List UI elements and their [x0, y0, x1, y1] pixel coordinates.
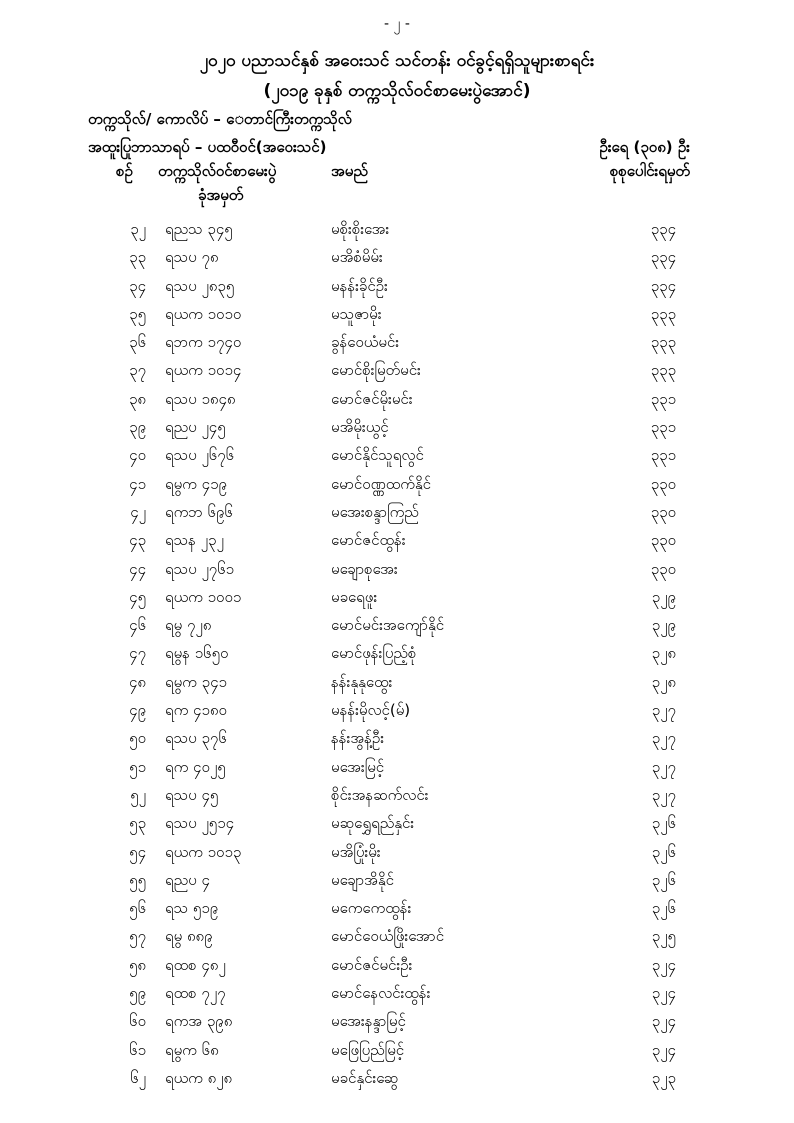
student-name: နန်းအွန့်ဦး — [331, 729, 384, 748]
table-row — [0, 841, 794, 869]
row-number: ၃၇ — [129, 361, 146, 380]
total-marks: ၃၂၃ — [651, 1068, 676, 1087]
total-marks: ၃၂၆ — [651, 842, 676, 861]
table-row — [0, 275, 794, 303]
row-number: ၅၆ — [129, 899, 146, 918]
row-number: ၅၁ — [129, 757, 146, 776]
table-row — [0, 699, 794, 727]
student-name: နန်းနုနုထွေး — [331, 672, 393, 691]
student-name: မချောစုအေး — [331, 559, 398, 578]
university-label: တက္ကသိုလ်/ ကောလိပ် – ‌ေတာင်ကြီးတက္ကသိုလ် — [88, 110, 352, 128]
roll-number: ရမွ ၈၈၉ — [165, 927, 213, 946]
student-name: မချောအိနိုင် — [331, 870, 394, 889]
student-name: မောင်နေလင်းထွန်း — [331, 984, 431, 1003]
total-marks: ၃၂၉ — [651, 616, 676, 635]
total-marks: ၃၂၈ — [651, 644, 676, 663]
table-row — [0, 1010, 794, 1038]
page-number: - ၂ - — [384, 16, 410, 32]
roll-number: ရညပ ၂၄၅ — [165, 418, 226, 437]
table-row — [0, 869, 794, 897]
roll-number: ရမွက ၆၈ — [165, 1040, 219, 1059]
student-name: မစိုးစိုးအေး — [331, 220, 390, 238]
total-marks: ၃၃၃ — [650, 304, 676, 323]
roll-number: ရယက ၁၀၀၁ — [165, 587, 242, 606]
student-name: မောင်မင်းအကျော်နိုင် — [331, 616, 445, 635]
roll-number: ရယက ၁၀၁၃ — [165, 842, 242, 861]
student-name: မောင်ဇင်မင်းဦး — [331, 955, 413, 974]
total-marks: ၃၃၁ — [650, 418, 676, 437]
roll-number: ရသပ ၂၇၆၁ — [165, 559, 235, 578]
total-marks: ၃၂၇ — [651, 785, 676, 804]
table-row — [0, 331, 794, 359]
roll-number: ရသပ ၁၈၄၈ — [165, 389, 236, 408]
roll-number: ရက ၄၀၂၅ — [165, 757, 226, 776]
student-name: မအိမိုးယွင့် — [331, 418, 389, 437]
roll-number: ရမွ ၇၂၈ — [165, 616, 212, 635]
total-marks: ၃၂၇ — [651, 757, 676, 776]
roll-number: ရယက ၁၀၁၄ — [165, 361, 242, 380]
row-number: ၃၃ — [129, 248, 146, 267]
table-row — [0, 756, 794, 784]
row-number: ၅၀ — [129, 729, 146, 748]
roll-number: ရမွက ၃၄၁ — [165, 672, 227, 691]
table-row — [0, 784, 794, 812]
total-marks: ၃၃၁ — [650, 446, 676, 465]
roll-number: ရသပ ၃၇၆ — [165, 729, 227, 748]
row-number: ၅၂ — [130, 785, 146, 804]
header-roll-line1: တက္ကသိုလ်ဝင်စာမေးပွဲ — [158, 162, 277, 180]
table-row — [0, 897, 794, 925]
table-row — [0, 925, 794, 953]
table-row — [0, 473, 794, 501]
student-name: မကေကေထွန်း — [331, 899, 412, 918]
roll-number: ရကအ ၃၉၈ — [165, 1012, 233, 1031]
student-name: မအေးစန္ဒာကြည် — [331, 502, 419, 521]
page-subtitle: (၂၀၁၉ ခုနှစ် တက္ကသိုလ်ဝင်စာမေးပွဲအောင်) — [263, 81, 531, 101]
table-row — [0, 586, 794, 614]
row-number: ၄၂ — [130, 502, 146, 521]
table-row — [0, 444, 794, 472]
table-row — [0, 642, 794, 670]
roll-number: ရသပ ၂၆၇၆ — [165, 446, 235, 465]
row-number: ၄၈ — [128, 672, 146, 691]
row-number: ၄၇ — [129, 644, 146, 663]
row-number: ၄၆ — [129, 616, 146, 635]
student-name: မခင်နှင်းဆွေ — [331, 1068, 399, 1087]
roll-number: ရယက ၈၂၈ — [165, 1068, 233, 1087]
roll-number: ရသန ၂၃၂ — [165, 531, 224, 550]
header-no: စဉ် — [116, 162, 133, 180]
student-name: မအိပြုံးမိုး — [331, 842, 381, 861]
total-marks: ၃၃၀ — [650, 474, 676, 493]
table-row — [0, 303, 794, 331]
student-name: စိုင်းအနဆက်လင်း — [331, 785, 429, 804]
total-marks: ၃၂၆ — [651, 899, 676, 918]
total-marks: ၃၃၀ — [650, 559, 676, 578]
row-number: ၅၃ — [129, 814, 146, 833]
total-marks: ၃၃၄ — [650, 276, 676, 295]
table-row — [0, 727, 794, 755]
student-name: မခရေဖူး — [331, 587, 378, 606]
student-name: မဆုရွှေရည်နှင်း — [331, 814, 415, 833]
row-number: ၆၀ — [129, 1012, 146, 1031]
table-row — [0, 614, 794, 642]
total-marks: ၃၂၄ — [651, 1012, 676, 1031]
table-row — [0, 1039, 794, 1067]
header-name: အမည် — [331, 162, 368, 180]
table-row — [0, 954, 794, 982]
roll-number: ရထစ ၄၈၂ — [165, 955, 226, 974]
table-row — [0, 812, 794, 840]
student-name: မဖြေပြည်မြင့် — [331, 1040, 405, 1059]
table-row — [0, 529, 794, 557]
row-number: ၄၃ — [129, 531, 146, 550]
student-name: မောင်စိုးမြတ်မင်း — [331, 361, 421, 380]
roll-number: ရသပ ၂၅၁၄ — [165, 814, 235, 833]
student-name: မောင်ဖုန်းပြည့်စုံ — [331, 644, 417, 663]
admission-table — [0, 218, 794, 1095]
total-marks: ၃၃၄ — [650, 248, 676, 267]
student-name: မနန်းခိုင်ဦး — [331, 276, 388, 295]
roll-number: ရယက ၁၀၁၀ — [165, 304, 242, 323]
row-number: ၄၁ — [129, 474, 146, 493]
total-marks: ၃၂၄ — [651, 984, 676, 1003]
total-marks: ၃၂၇ — [651, 729, 676, 748]
row-number: ၄၀ — [129, 446, 146, 465]
student-name: မအေးမြင့် — [331, 757, 385, 776]
roll-number: ရသပ ၇၈ — [165, 248, 219, 267]
table-row — [0, 1067, 794, 1095]
student-name: မောင်ဝဏ္ဏထက်နိုင် — [331, 474, 431, 493]
total-marks: ၃၃၀ — [650, 531, 676, 550]
row-number: ၅၉ — [129, 984, 146, 1003]
total-marks: ၃၃၄ — [650, 220, 676, 238]
table-row — [0, 982, 794, 1010]
student-name: မအိစံမိမ်း — [331, 248, 383, 267]
roll-number: ရညပ ၄ — [165, 870, 210, 889]
table-row — [0, 359, 794, 387]
major-label: အထူးပြုဘာသာရပ် – ပထဝီဝင်(အဝေးသင်) — [88, 138, 327, 156]
total-marks: ၃၂၄ — [651, 1040, 676, 1059]
row-number: ၃၉ — [129, 418, 146, 437]
table-row — [0, 388, 794, 416]
table-row — [0, 246, 794, 274]
row-number: ၃၄ — [129, 276, 146, 295]
table-row — [0, 218, 794, 246]
total-marks: ၃၂၆ — [651, 870, 676, 889]
table-row — [0, 416, 794, 444]
total-marks: ၃၃၃ — [650, 333, 676, 352]
student-name: မောင်ဇင်မိုးမင်း — [331, 389, 413, 408]
total-marks: ၃၃၀ — [650, 502, 676, 521]
header-marks: စုစုပေါင်းရမှတ် — [609, 162, 690, 180]
row-number: ၃၅ — [129, 304, 146, 323]
row-number: ၅၈ — [128, 955, 146, 974]
row-number: ၆၁ — [129, 1040, 146, 1059]
row-number: ၃၈ — [128, 389, 146, 408]
roll-number: ရကဘ ၆၉၆ — [165, 502, 233, 521]
total-marks: ၃၂၉ — [651, 587, 676, 606]
table-row — [0, 501, 794, 529]
table-row — [0, 558, 794, 586]
roll-number: ရသ ၅၁၉ — [165, 899, 219, 918]
roll-number: ရညသ ၃၄၅ — [165, 220, 233, 238]
student-name: မောင်ဝေယံဖြိုးအောင် — [331, 927, 445, 946]
row-number: ၄၄ — [129, 559, 146, 578]
table-row — [0, 671, 794, 699]
roll-number: ရသပ ၂၈၃၅ — [165, 276, 235, 295]
roll-number: ရထစ ၇၂၇ — [165, 984, 226, 1003]
total-marks: ၃၂၆ — [651, 814, 676, 833]
header-roll-line2: ခုံအမှတ် — [198, 186, 244, 204]
roll-number: ရမွက ၄၁၉ — [165, 474, 227, 493]
student-name: မသူဇာမိုး — [331, 304, 382, 323]
row-number: ၃၆ — [129, 333, 146, 352]
count-label: ဦးရေ (၃၀၈) ဦး — [599, 138, 690, 156]
total-marks: ၃၂၅ — [651, 927, 676, 946]
total-marks: ၃၃၃ — [650, 361, 676, 380]
row-number: ၅၅ — [129, 870, 146, 889]
student-name: ခွန်ဝေယံမင်း — [331, 333, 400, 352]
student-name: မအေးနန္ဒာမြင့် — [331, 1012, 406, 1031]
roll-number: ရဘက ၁၇၄၀ — [165, 333, 242, 352]
row-number: ၆၂ — [130, 1068, 146, 1087]
student-name: မနန်းမိုလင့်(မ်) — [331, 701, 411, 720]
total-marks: ၃၂၄ — [651, 955, 676, 974]
total-marks: ၃၂၈ — [651, 672, 676, 691]
row-number: ၅၇ — [129, 927, 146, 946]
total-marks: ၃၃၁ — [650, 389, 676, 408]
row-number: ၄၅ — [129, 587, 146, 606]
roll-number: ရက ၄၁၈၀ — [165, 701, 227, 720]
roll-number: ရမွန ၁၆၅၀ — [165, 644, 229, 663]
student-name: မောင်နိုင်သူရလွင် — [331, 446, 424, 465]
row-number: ၅၄ — [129, 842, 146, 861]
row-number: ၃၂ — [130, 220, 146, 238]
roll-number: ရသပ ၄၅ — [165, 785, 219, 804]
page-title: ၂၀၂၀ ပညာသင်နှစ် အဝေးသင် သင်တန်း ဝင်ခွင့်ရရှိသူများစာရင်း — [199, 51, 595, 71]
student-name: မောင်ဇင်ထွန်း — [331, 531, 406, 550]
total-marks: ၃၂၇ — [651, 701, 676, 720]
row-number: ၄၉ — [129, 701, 146, 720]
